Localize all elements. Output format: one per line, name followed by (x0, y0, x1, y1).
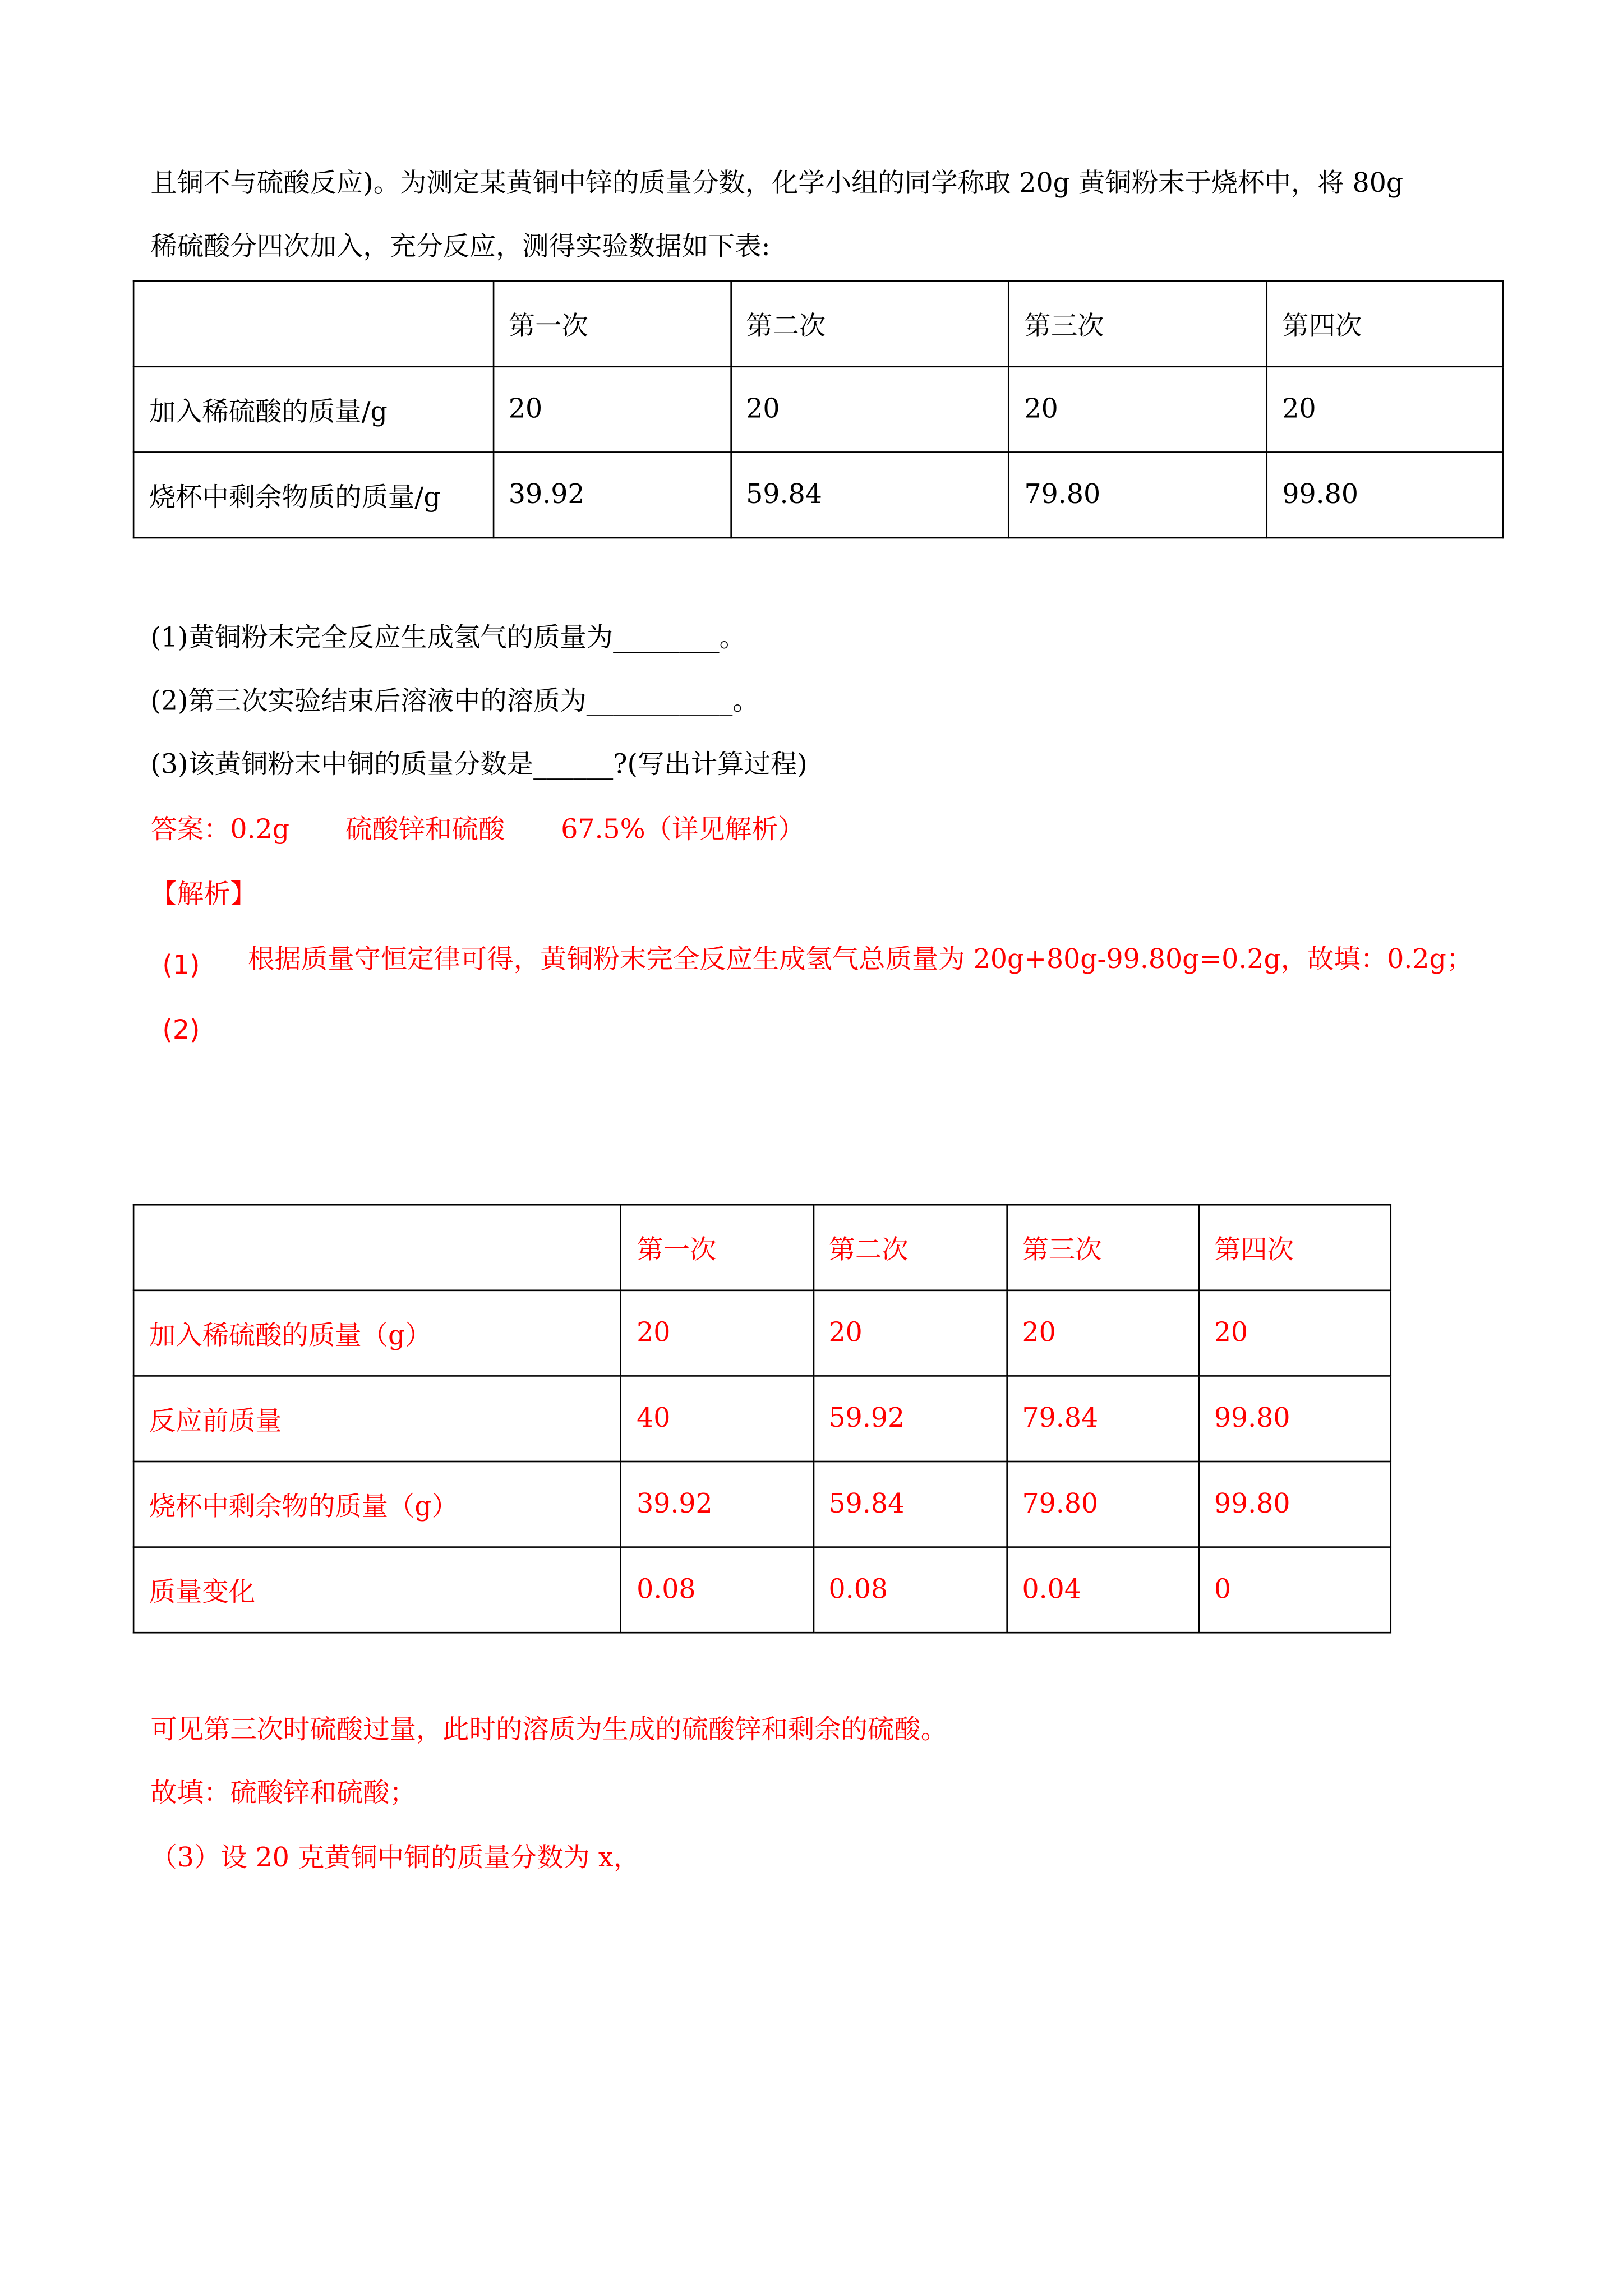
table-cell: 59.92 (813, 1376, 1007, 1461)
intro-line-2: 稀硫酸分四次加入，充分反应，测得实验数据如下表: (150, 232, 771, 263)
intro-line-1: 且铜不与硫酸反应)。为测定某黄铜中锌的质量分数，化学小组的同学称取 20g 黄铜粉末于烧杯中，将 80g (150, 168, 1404, 200)
question-2: (2)第三次实验结束后溶液中的溶质为___________。 (150, 686, 759, 717)
table-cell: 20 (813, 1290, 1007, 1376)
table-cell: 99.80 (1267, 452, 1503, 538)
table-cell: 59.84 (731, 452, 1009, 538)
table-cell: 质量变化 (133, 1547, 621, 1633)
data-table (133, 280, 1504, 538)
table-row (133, 1290, 1391, 1376)
header-row (133, 281, 1503, 367)
table-cell: 烧杯中剩余物的质量（g） (133, 1461, 621, 1547)
table-cell: 20 (493, 367, 730, 453)
table-cell: 0.08 (813, 1547, 1007, 1633)
conclusion-1: 可见第三次时硫酸过量，此时的溶质为生成的硫酸锌和剩余的硫酸。 (150, 1714, 948, 1746)
question-1: (1)黄铜粉末完全反应生成氢气的质量为________。 (150, 623, 746, 654)
analysis-title: 【解析】 (150, 879, 257, 911)
table-cell: 79.80 (1009, 452, 1267, 538)
step-2-number: (2) (162, 1015, 200, 1046)
table-cell: 79.84 (1007, 1376, 1198, 1461)
table-row (133, 1376, 1391, 1461)
table-row (133, 1461, 1391, 1547)
table-cell: 39.92 (493, 452, 730, 538)
header-cell: 第四次 (1267, 281, 1503, 367)
table-cell: 20 (1198, 1290, 1390, 1376)
table-row (133, 1547, 1391, 1633)
question-3: (3)该黄铜粉末中铜的质量分数是______?(写出计算过程) (150, 749, 808, 781)
table-cell: 39.92 (621, 1461, 813, 1547)
table-cell: 0 (1198, 1547, 1390, 1633)
header-cell: 第二次 (731, 281, 1009, 367)
table-row (133, 367, 1503, 453)
conclusion-2: 故填：硫酸锌和硫酸； (150, 1778, 416, 1809)
table-row (133, 452, 1503, 538)
header-row (133, 1205, 1391, 1290)
answer-2: 硫酸锌和硫酸 (345, 814, 505, 846)
header-cell: 第二次 (813, 1205, 1007, 1290)
table-cell: 20 (1007, 1290, 1198, 1376)
table-cell: 烧杯中剩余物质的质量/g (133, 452, 493, 538)
header-cell: 第四次 (1198, 1205, 1390, 1290)
answer-1: 答案：0.2g (150, 814, 290, 846)
answer-line (150, 813, 804, 849)
table-cell: 0.04 (1007, 1547, 1198, 1633)
header-cell (133, 281, 493, 367)
table-cell: 99.80 (1198, 1376, 1390, 1461)
table-cell: 0.08 (621, 1547, 813, 1633)
table-cell: 20 (1267, 367, 1503, 453)
header-cell: 第三次 (1007, 1205, 1198, 1290)
table-cell: 59.84 (813, 1461, 1007, 1547)
table-cell: 20 (731, 367, 1009, 453)
table-cell: 加入稀硫酸的质量/g (133, 367, 493, 453)
table-cell: 99.80 (1198, 1461, 1390, 1547)
table-cell: 79.80 (1007, 1461, 1198, 1547)
step-1-number: (1) (162, 950, 200, 981)
table-cell: 反应前质量 (133, 1376, 621, 1461)
conclusion-3: （3）设 20 克黄铜中铜的质量分数为 x， (150, 1843, 640, 1874)
table-cell: 40 (621, 1376, 813, 1461)
answer-3: 67.5%（详见解析） (561, 814, 805, 846)
header-cell: 第三次 (1009, 281, 1267, 367)
analysis-table (133, 1204, 1391, 1634)
table-cell: 20 (621, 1290, 813, 1376)
header-cell: 第一次 (493, 281, 730, 367)
header-cell (133, 1205, 621, 1290)
table-cell: 20 (1009, 367, 1267, 453)
table-cell: 加入稀硫酸的质量（g） (133, 1290, 621, 1376)
step-1-text: 根据质量守恒定律可得，黄铜粉末完全反应生成氢气总质量为 20g+80g-99.80g=0.2g，故填：0.2g； (248, 944, 1473, 976)
header-cell: 第一次 (621, 1205, 813, 1290)
